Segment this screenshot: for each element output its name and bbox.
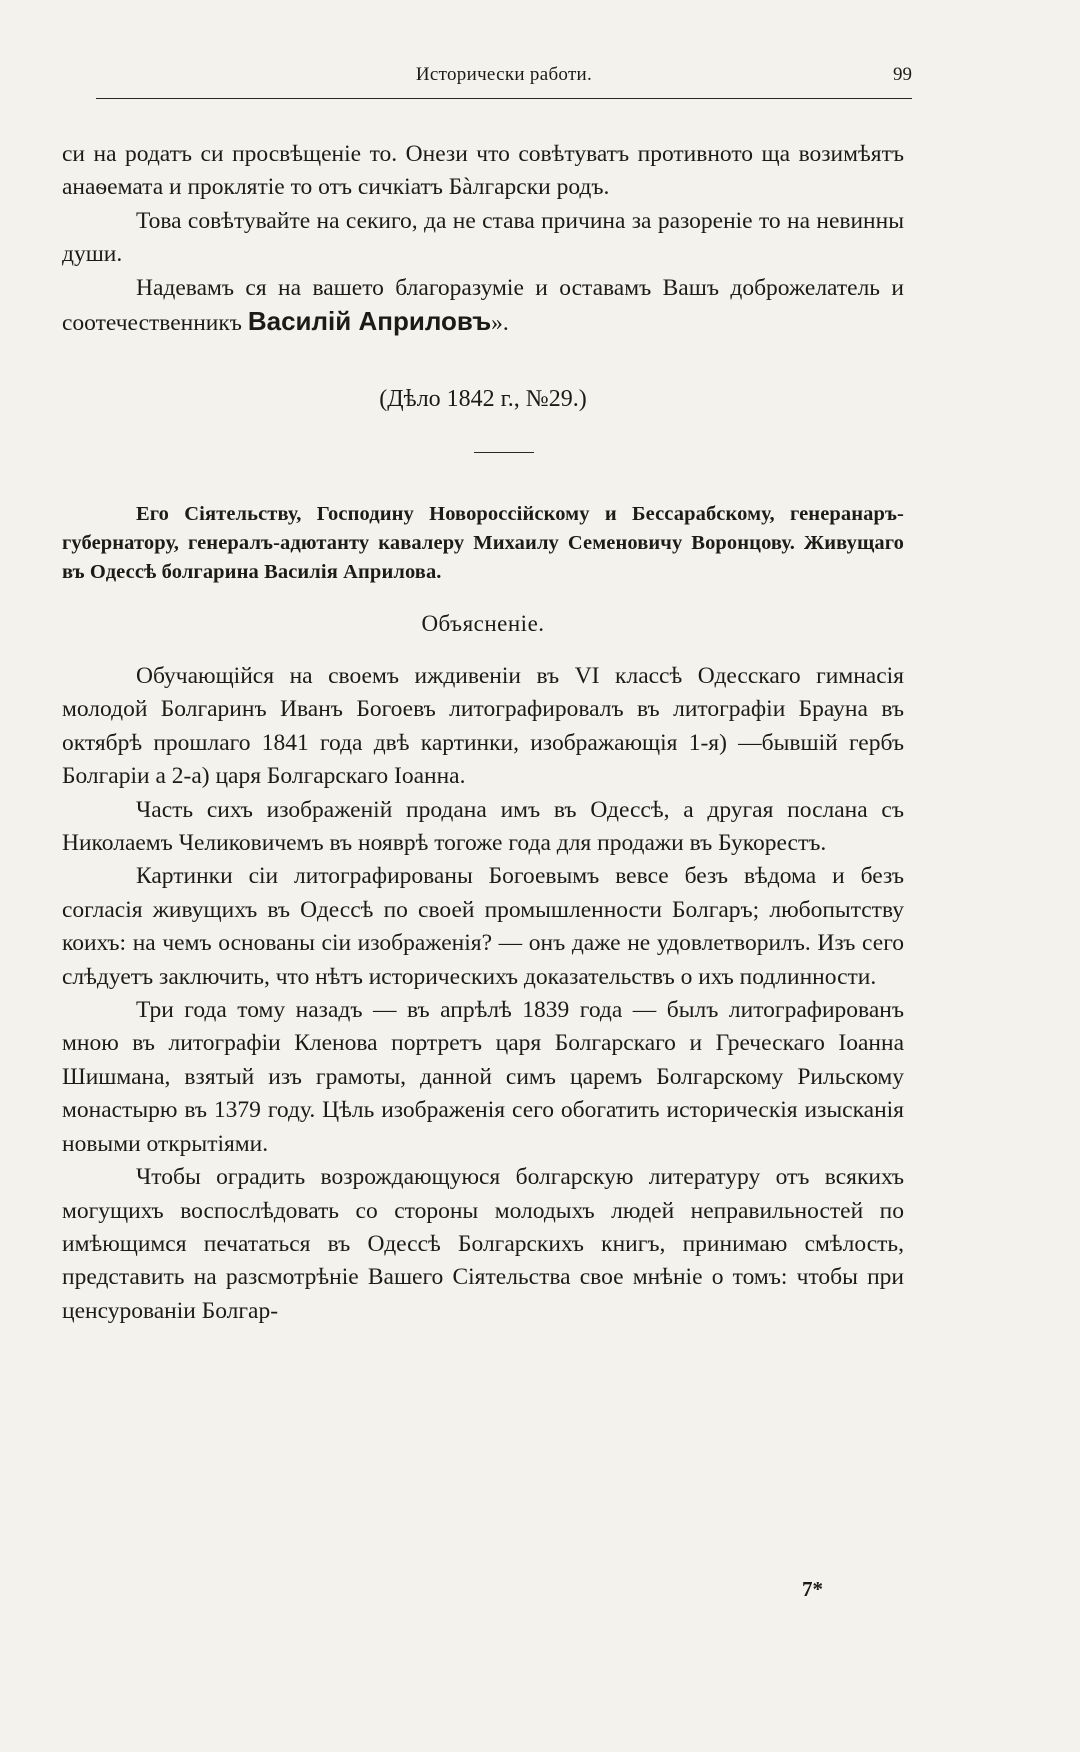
paragraph: Три года тому назадъ — въ апрѣлѣ 1839 года — былъ литографированъ мною въ литографіи Кленова портретъ царя Болгарскаго и Греческаго Іоанна Шишмана, взятый изъ грамоты, данной симъ царемъ Болгарскому Рильскому монастырю въ 1379 году. Цѣль изображенія сего обогатить историческія изысканія новыми открытіями. <box>62 997 904 1157</box>
paragraph: Часть сихъ изображеній продана имъ въ Одессѣ, а другая послана съ Николаемъ Челиковичемъ въ нояврѣ тогоже года для продажи въ Букорестъ. <box>62 796 904 857</box>
addressee-text: Его Сіятельству, Господину Новороссійскому и Бессарабскому, генеранаръ-губернатору, генералъ-адютанту кавалеру Михаилу Семеновичу Воронцову. Живущаго въ Одессѣ болгарина Василія Априлова. <box>62 503 904 583</box>
page-number: 99 <box>893 64 912 85</box>
archive-citation: (Дѣло 1842 г., №29.) <box>379 386 587 412</box>
running-title: Исторически работи. <box>415 64 593 85</box>
header-divider <box>96 98 912 99</box>
signature-name: Василій Априловъ <box>247 306 492 337</box>
explanation-body <box>62 660 904 1328</box>
page-header <box>96 58 912 98</box>
paragraph: Обучающійся на своемъ иждивеніи въ VI классѣ Одесскаго гимнасія молодой Болгаринъ Иванъ Богоевъ литографировалъ въ литографіи Брауна въ октябрѣ прошлаго 1841 года двѣ картинки, изображающія 1-я) —бывшій гербъ Болгаріи а 2-а) царя Болгарскаго Іоанна. <box>62 663 904 790</box>
addressee-block <box>62 500 904 587</box>
letter-ending <box>62 138 904 340</box>
paragraph: Чтобы оградить возрождающуюся болгарскую литературу отъ всякихъ могущихъ воспослѣдовать со стороны молодыхъ людей неправильностей по имѣющимся печататься въ Одессѣ Болгарскихъ книгъ, принимаю смѣлость, представить на разсмотрѣніе Вашего Сіятельства свое мнѣніе о томъ: чтобы при ценсурованіи Болгар- <box>62 1164 904 1324</box>
section-title: Объясненіе. <box>421 611 545 636</box>
paragraph: си на родатъ си просвѣщеніе то. Онези что совѣтуватъ противното ща возимѣятъ анаѳемата и проклятіе то отъ сичкіатъ Бàлгарски родъ. <box>62 141 904 201</box>
section-divider <box>474 452 534 453</box>
paragraph: Картинки сіи литографированы Богоевымъ вевсе безъ вѣдома и безъ согласія живущихъ въ Одессѣ по своей промышленности Болгаръ; любопытству коихъ: на чемъ основаны сіи изображенія? — онъ даже не удовлетворилъ. Изъ сего слѣдуетъ заключить, что нѣтъ историческихъ доказательствъ о ихъ подлинности. <box>62 863 904 990</box>
closing-text: Надевамъ ся на вашето благоразуміе и оставамъ Вашъ доброжелатель и соотечественникъ <box>62 274 904 337</box>
paragraph: Това совѣтувайте на секиго, да не става причина за разореніе то на невинны души. <box>62 207 904 268</box>
signature-mark: 7* <box>802 1577 823 1601</box>
closing-end: ». <box>491 310 509 337</box>
closing-paragraph <box>62 272 904 341</box>
